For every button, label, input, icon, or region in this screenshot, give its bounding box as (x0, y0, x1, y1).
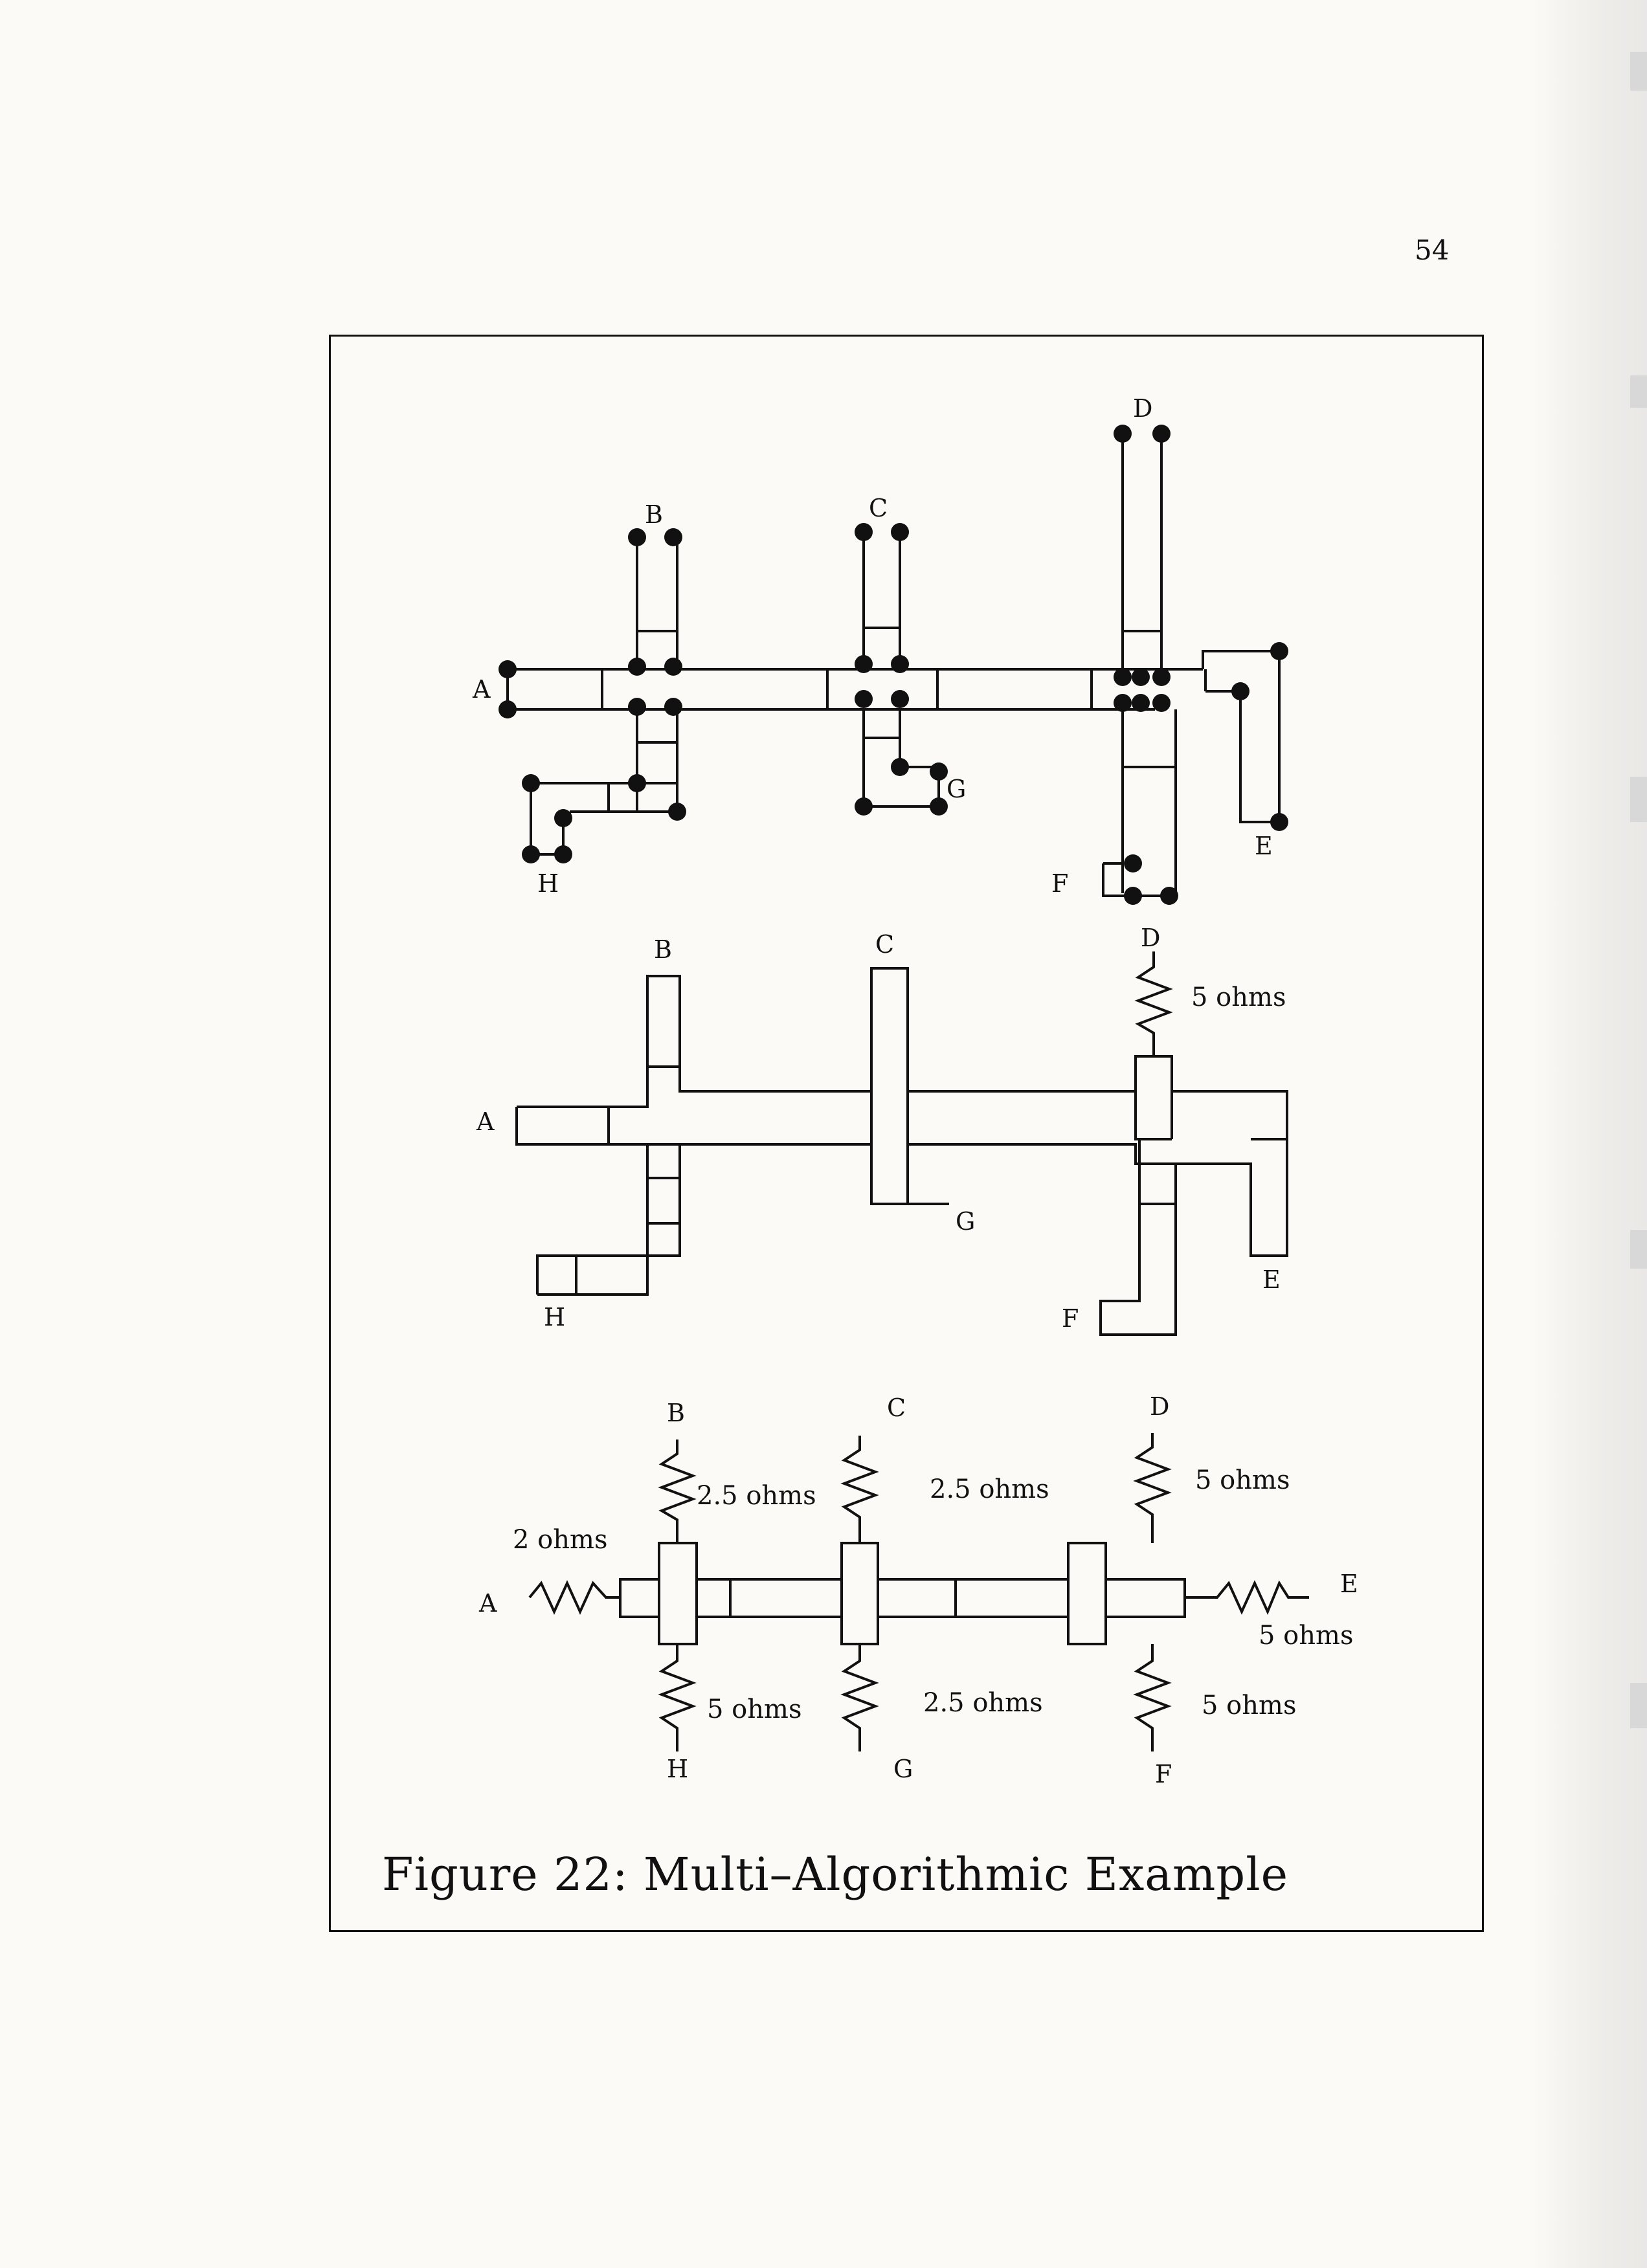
bottom-layout (620, 1543, 1185, 1644)
label-c-top: C (869, 494, 888, 522)
middle-layout (517, 968, 1287, 1335)
label-e-bottom: E (1340, 1570, 1358, 1598)
label-g-top: G (947, 775, 967, 803)
label-e-mid: E (1262, 1265, 1281, 1294)
middle-node-labels (476, 924, 1286, 1333)
label-h-bottom: H (667, 1755, 689, 1783)
label-c-bottom: C (887, 1394, 906, 1422)
label-a-bottom: A (479, 1589, 497, 1618)
resistor-label-d-mid: 5 ohms (1191, 983, 1286, 1012)
resistor-label-f: 5 ohms (1202, 1691, 1297, 1720)
resistor-label-e: 5 ohms (1259, 1621, 1354, 1651)
figure-caption: Figure 22: Multi–Algorithmic Example (382, 1848, 1289, 1901)
label-g-bottom: G (893, 1755, 913, 1783)
resistor-label-a: 2 ohms (513, 1525, 608, 1555)
label-h-mid: H (544, 1303, 566, 1331)
label-d-mid: D (1141, 924, 1161, 952)
label-b-bottom: B (667, 1399, 685, 1427)
label-h-top: H (537, 869, 559, 898)
label-f-top: F (1051, 869, 1069, 898)
label-f-bottom: F (1155, 1760, 1172, 1788)
resistor-label-b: 2.5 ohms (697, 1481, 816, 1511)
label-d-bottom: D (1150, 1392, 1170, 1421)
page-number: 54 (1415, 234, 1450, 266)
resistor-label-c: 2.5 ohms (930, 1474, 1049, 1504)
contact-dots (499, 425, 1288, 905)
label-g-mid: G (956, 1207, 976, 1236)
bottom-node-labels (478, 1392, 1358, 1788)
resistor-label-d: 5 ohms (1195, 1465, 1290, 1495)
label-c-mid: C (875, 930, 895, 959)
label-d-top: D (1133, 394, 1153, 423)
resistor-label-g: 2.5 ohms (923, 1688, 1043, 1718)
top-node-labels (472, 394, 1273, 898)
label-a-mid: A (476, 1107, 495, 1136)
label-b-top: B (645, 500, 663, 529)
resistor-label-h: 5 ohms (707, 1695, 802, 1724)
label-b-mid: B (654, 935, 672, 964)
label-f-mid: F (1062, 1304, 1079, 1333)
label-a-top: A (473, 675, 491, 704)
label-e-top: E (1255, 832, 1273, 860)
